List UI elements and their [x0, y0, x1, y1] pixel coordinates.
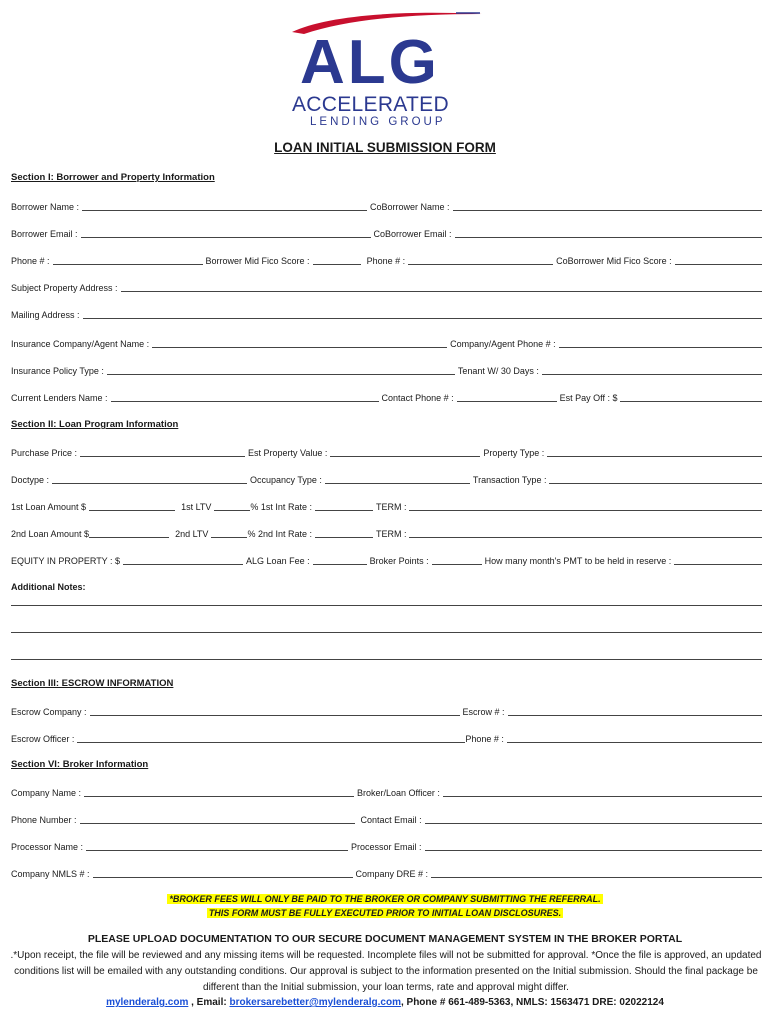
escrow-company-label: Escrow Company : [11, 707, 87, 717]
escrow-phone-field[interactable] [507, 742, 762, 743]
phone2-label: Phone # : [366, 256, 406, 266]
section2-heading: Section II: Loan Program Information [11, 419, 179, 430]
section4-heading: Section VI: Broker Information [11, 759, 149, 770]
email-label: , Email: [191, 997, 227, 1008]
coborrower-name-label: CoBorrower Name : [370, 202, 450, 212]
contact-email-label: Contact Email : [360, 815, 422, 825]
phone-number-label: Phone Number : [11, 815, 77, 825]
notes-line-1[interactable] [11, 605, 762, 606]
escrow-officer-label: Escrow Officer : [11, 734, 75, 744]
term1-field[interactable] [409, 510, 762, 511]
row-subject-address [11, 280, 762, 294]
coborrower-email-label: CoBorrower Email : [373, 229, 452, 239]
row-insurance-policy [11, 363, 762, 377]
coborrower-email-field[interactable] [455, 237, 762, 238]
insurance-policy-label: Insurance Policy Type : [11, 366, 104, 376]
company-agent-phone-label: Company/Agent Phone # : [450, 339, 556, 349]
property-type-field[interactable] [547, 456, 762, 457]
borrower-name-field[interactable] [82, 210, 367, 211]
borrower-email-field[interactable] [81, 237, 371, 238]
company-name-label: Company Name : [11, 788, 82, 798]
escrow-number-field[interactable] [508, 715, 762, 716]
section1-heading: Section I: Borrower and Property Information [11, 172, 215, 183]
est-payoff-label: Est Pay Off : $ [559, 393, 618, 403]
borrower-fico-label: Borrower Mid Fico Score : [205, 256, 310, 266]
row-mailing-address [11, 307, 762, 321]
current-lenders-field[interactable] [111, 401, 379, 402]
company-agent-phone-field[interactable] [559, 347, 762, 348]
transaction-type-label: Transaction Type : [472, 475, 547, 485]
broker-points-label: Broker Points : [369, 556, 429, 566]
logo-line2: LENDING GROUP [310, 116, 446, 128]
subject-address-field[interactable] [121, 291, 762, 292]
notice-line-2-text: THIS FORM MUST BE FULLY EXECUTED PRIOR TO INITIAL LOAN DISCLOSURES. [208, 908, 562, 918]
company-nmls-field[interactable] [93, 877, 353, 878]
purchase-price-field[interactable] [80, 456, 245, 457]
phone2-field[interactable] [408, 264, 553, 265]
broker-loan-officer-field[interactable] [443, 796, 762, 797]
section3-heading: Section III: ESCROW INFORMATION [11, 678, 174, 689]
current-lenders-label: Current Lenders Name : [11, 393, 108, 403]
borrower-email-label: Borrower Email : [11, 229, 78, 239]
mailing-address-field[interactable] [83, 318, 762, 319]
row-equity [11, 553, 762, 567]
term2-field[interactable] [409, 537, 762, 538]
equity-label: EQUITY IN PROPERTY : $ [11, 556, 121, 566]
processor-email-field[interactable] [425, 850, 762, 851]
second-ltv-field[interactable] [211, 537, 247, 538]
phone-field[interactable] [53, 264, 203, 265]
upload-title: PLEASE UPLOAD DOCUMENTATION TO OUR SECURE DOCUMENT MANAGEMENT SYSTEM IN THE BROKER PORTAL [87, 933, 683, 945]
row-doctype [11, 472, 762, 486]
company-nmls-label: Company NMLS # : [11, 869, 90, 879]
second-ltv-label: 2nd LTV [175, 529, 209, 539]
contact-phone-label: Contact Phone # : [381, 393, 454, 403]
alg-loan-fee-label: ALG Loan Fee : [246, 556, 310, 566]
phone-number-field[interactable] [80, 823, 355, 824]
term1-label: TERM : [375, 502, 407, 512]
occupancy-type-label: Occupancy Type : [250, 475, 322, 485]
coborrower-fico-field[interactable] [675, 264, 762, 265]
row-escrow-company [11, 704, 762, 718]
tenant-label: Tenant W/ 30 Days : [457, 366, 539, 376]
logo-brand: ALG [300, 28, 440, 97]
subject-address-label: Subject Property Address : [11, 283, 118, 293]
pmt-reserve-label: How many month's PMT to be held in reserve : [484, 556, 672, 566]
first-ltv-field[interactable] [214, 510, 250, 511]
est-payoff-field[interactable] [620, 401, 762, 402]
mailing-address-label: Mailing Address : [11, 310, 80, 320]
broker-points-field[interactable] [432, 564, 482, 565]
row-first-loan [11, 499, 762, 513]
first-int-rate-label: % 1st Int Rate : [250, 502, 312, 512]
pmt-reserve-field[interactable] [674, 564, 762, 565]
insurance-policy-field[interactable] [107, 374, 455, 375]
row-current-lenders [11, 390, 762, 404]
contact-email-field[interactable] [425, 823, 762, 824]
term2-label: TERM : [375, 529, 407, 539]
row-phone-number [11, 812, 762, 826]
transaction-type-field[interactable] [549, 483, 762, 484]
broker-loan-officer-label: Broker/Loan Officer : [357, 788, 440, 798]
notice-line-1 [0, 894, 770, 904]
doctype-field[interactable] [52, 483, 247, 484]
processor-name-field[interactable] [86, 850, 348, 851]
company-name-field[interactable] [84, 796, 354, 797]
second-loan-amount-field[interactable] [89, 537, 169, 538]
row-escrow-officer [11, 731, 762, 745]
equity-field[interactable] [123, 564, 243, 565]
escrow-company-field[interactable] [90, 715, 460, 716]
row-borrower-name [11, 199, 762, 213]
additional-notes-label: Additional Notes: [11, 582, 86, 592]
contact-line [0, 997, 770, 1008]
second-loan-amount-label: 2nd Loan Amount $ [11, 529, 90, 539]
company-dre-field[interactable] [431, 877, 762, 878]
doctype-label: Doctype : [11, 475, 50, 485]
email-link[interactable]: brokersarebetter@mylenderalg.com [229, 997, 401, 1008]
coborrower-fico-label: CoBorrower Mid Fico Score : [556, 256, 672, 266]
row-phone-fico [11, 253, 762, 267]
notes-line-2[interactable] [11, 632, 762, 633]
notice-line-2 [0, 908, 770, 918]
escrow-phone-label: Phone # : [465, 734, 504, 744]
escrow-number-label: Escrow # : [462, 707, 505, 717]
insurance-company-label: Insurance Company/Agent Name : [11, 339, 150, 349]
review-instructions: .*Upon receipt, the file will be reviewed and any missing items will be requested. Incomplete files will not be submitted for approval. *Once the file is approved, an updated conditions list will be emailed with any outstanding conditions. Our approval is subject to the information presented on the Initial submission. Should the final package be different than the Initial submission, your loan terms, rate and approval might differ. [10, 950, 762, 993]
est-property-value-field[interactable] [330, 456, 480, 457]
escrow-officer-field[interactable] [77, 742, 465, 743]
notes-line-3[interactable] [11, 659, 762, 660]
est-property-value-label: Est Property Value : [248, 448, 328, 458]
first-loan-amount-label: 1st Loan Amount $ [11, 502, 87, 512]
row-processor-name [11, 839, 762, 853]
property-type-label: Property Type : [483, 448, 545, 458]
row-insurance-company [11, 336, 762, 350]
row-company-name [11, 785, 762, 799]
tenant-field[interactable] [542, 374, 762, 375]
insurance-company-field[interactable] [152, 347, 447, 348]
alg-loan-fee-field[interactable] [313, 564, 367, 565]
second-int-rate-label: % 2nd Int Rate : [247, 529, 312, 539]
notice-line-1-text: *BROKER FEES WILL ONLY BE PAID TO THE BROKER OR COMPANY SUBMITTING THE REFERRAL. [169, 894, 601, 904]
coborrower-name-field[interactable] [453, 210, 762, 211]
phone-label: Phone # : [11, 256, 50, 266]
form-title: LOAN INITIAL SUBMISSION FORM [274, 140, 496, 155]
borrower-name-label: Borrower Name : [11, 202, 80, 212]
purchase-price-label: Purchase Price : [11, 448, 78, 458]
alg-logo [286, 10, 496, 132]
logo-line1: ACCELERATED [292, 93, 449, 116]
website-link[interactable]: mylenderalg.com [106, 997, 189, 1008]
first-loan-amount-field[interactable] [89, 510, 175, 511]
first-ltv-label: 1st LTV [181, 502, 212, 512]
first-int-rate-field[interactable] [315, 510, 373, 511]
borrower-fico-field[interactable] [313, 264, 361, 265]
contact-rest: , Phone # 661-489-5363, NMLS: 1563471 DRE: 02022124 [400, 997, 664, 1008]
processor-name-label: Processor Name : [11, 842, 84, 852]
company-dre-label: Company DRE # : [355, 869, 429, 879]
contact-phone-field[interactable] [457, 401, 557, 402]
row-purchase-price [11, 445, 762, 459]
occupancy-type-field[interactable] [325, 483, 470, 484]
processor-email-label: Processor Email : [351, 842, 422, 852]
row-second-loan [11, 526, 762, 540]
row-borrower-email [11, 226, 762, 240]
row-company-nmls [11, 866, 762, 880]
second-int-rate-field[interactable] [315, 537, 373, 538]
